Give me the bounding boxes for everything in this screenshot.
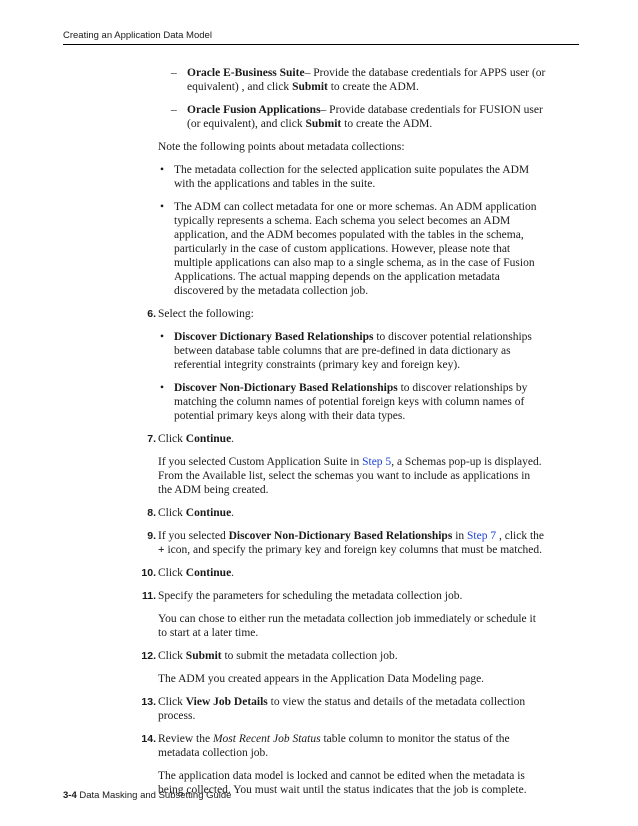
ui-term: Submit [185,650,222,662]
page-content [114,66,544,806]
term: Oracle Fusion Applications [187,104,321,116]
step-9 [114,529,544,557]
text: to discover relationships by matching the column names of potential foreign keys with column names of potential primary keys along with their data types. [174,382,528,422]
note-intro: Note the following points about metadata collections: [158,141,405,153]
step-6 [114,307,544,321]
text: , click the [496,530,544,542]
text: icon, and specify the primary key and foreign key columns that must be matched. [164,544,543,556]
step-text: Select the following: [158,308,254,320]
page-footer [63,790,231,801]
term: Submit [305,118,342,130]
bullet-marker: • [160,164,165,176]
ui-term: Continue [185,567,232,579]
ui-term: View Job Details [185,696,268,708]
step-7 [114,432,544,446]
text: . [231,433,235,445]
text: table column to monitor the status of the metadata collection job. [158,733,510,759]
ui-term: Continue [185,507,232,519]
step-text [158,506,544,520]
step-11 [114,589,544,603]
ui-term: Continue [185,433,232,445]
bullet-marker: • [160,201,165,213]
list-item [171,103,547,131]
step-11-note: You can chose to either run the metadata collection job immediately or schedule it to start at a later time. [158,613,536,639]
step-text: Specify the parameters for scheduling the metadata collection job. [158,590,463,602]
text: Click [158,567,186,579]
list-item-text: The ADM can collect metadata for one or more schemas. An ADM application typically represents a schema. Each schema you select becomes an ADM application, and the ADM becomes populated with the tables in the schema, particularly in the case of custom applications. However, please note that multiple applications can also map to a single schema, as in the case of Fusion Applications. The actual mapping depends on the application metadata discovered by the metadata collection job. [174,201,537,297]
term: Submit [292,81,328,93]
step-5-link[interactable]: Step 5 [362,456,392,468]
step-text [158,695,544,723]
text: – Provide the database credentials for APPS user (or equivalent) , and click [187,67,546,93]
text: to view the status and details of the metadata collection process. [158,696,526,722]
ui-term: + [158,544,165,556]
text: If you selected [158,530,229,542]
step-12-note: The ADM you created appears in the Application Data Modeling page. [158,673,485,685]
step-text [158,529,544,557]
page-number: 3-4 [63,790,77,801]
step-7-note [158,455,544,497]
bullet-marker: • [160,382,165,394]
text: to submit the metadata collection job. [221,650,398,662]
step-text [158,432,544,446]
list-item [160,200,548,298]
step-number: 7. [147,433,156,445]
text: , a Schemas pop-up is displayed. From the Available list, select the schemas you want to include as applications in the ADM being created. [158,456,542,496]
text: . [231,567,235,579]
list-item [160,330,548,372]
text: Click [158,433,186,445]
term: Discover Dictionary Based Relationships [174,331,374,343]
term: Oracle E-Business Suite [187,67,305,79]
step-7-link[interactable]: Step 7 [467,530,497,542]
ui-term: Discover Non-Dictionary Based Relationships [228,530,453,542]
list-item-text [187,66,547,94]
text: Click [158,650,186,662]
step-number: 8. [147,507,156,519]
list-item-text [174,330,548,372]
step-13 [114,695,544,723]
dash-marker: – [171,104,177,116]
step-number: 10. [141,567,156,579]
text: If you selected Custom Application Suite in [158,456,363,468]
step-text [158,649,544,663]
step-14 [114,732,544,760]
term: Discover Non-Dictionary Based Relationships [174,382,398,394]
running-header: Creating an Application Data Model [63,30,212,41]
text: Click [158,507,186,519]
text: in [452,530,468,542]
header-divider [63,44,579,45]
list-item [160,381,548,423]
text: – Provide database credentials for FUSION user (or equivalent), and click [187,104,543,130]
list-item [160,163,548,191]
step-12 [114,649,544,663]
step-text [158,566,544,580]
list-item-text [187,103,547,131]
text: Click [158,696,186,708]
dash-marker: – [171,67,177,79]
step-14-note: The application data model is locked and cannot be edited when the metadata is being collected. You must wait until the status indicates that the job is complete. [158,770,527,796]
text: to create the ADM. [327,81,419,93]
guide-title: Data Masking and Subsetting Guide [79,790,232,801]
step-text [158,732,544,760]
step-10 [114,566,544,580]
step-number: 14. [141,733,156,745]
list-item-text [174,381,548,423]
step-number: 13. [141,696,156,708]
step-number: 9. [147,530,156,542]
list-item-text: The metadata collection for the selected application suite populates the ADM with the applications and tables in the suite. [174,164,530,190]
text: to create the ADM. [341,118,433,130]
step-8 [114,506,544,520]
column-name: Most Recent Job Status [212,733,321,745]
step-number: 11. [141,590,156,602]
list-item [171,66,547,94]
text: Review the [158,733,213,745]
step-number: 12. [141,650,156,662]
step-number: 6. [147,308,156,320]
text: to discover potential relationships between database table columns that are pre-defined in data dictionary as referential integrity constraints (primary key and foreign key). [174,331,532,371]
bullet-marker: • [160,331,165,343]
text: . [231,507,235,519]
